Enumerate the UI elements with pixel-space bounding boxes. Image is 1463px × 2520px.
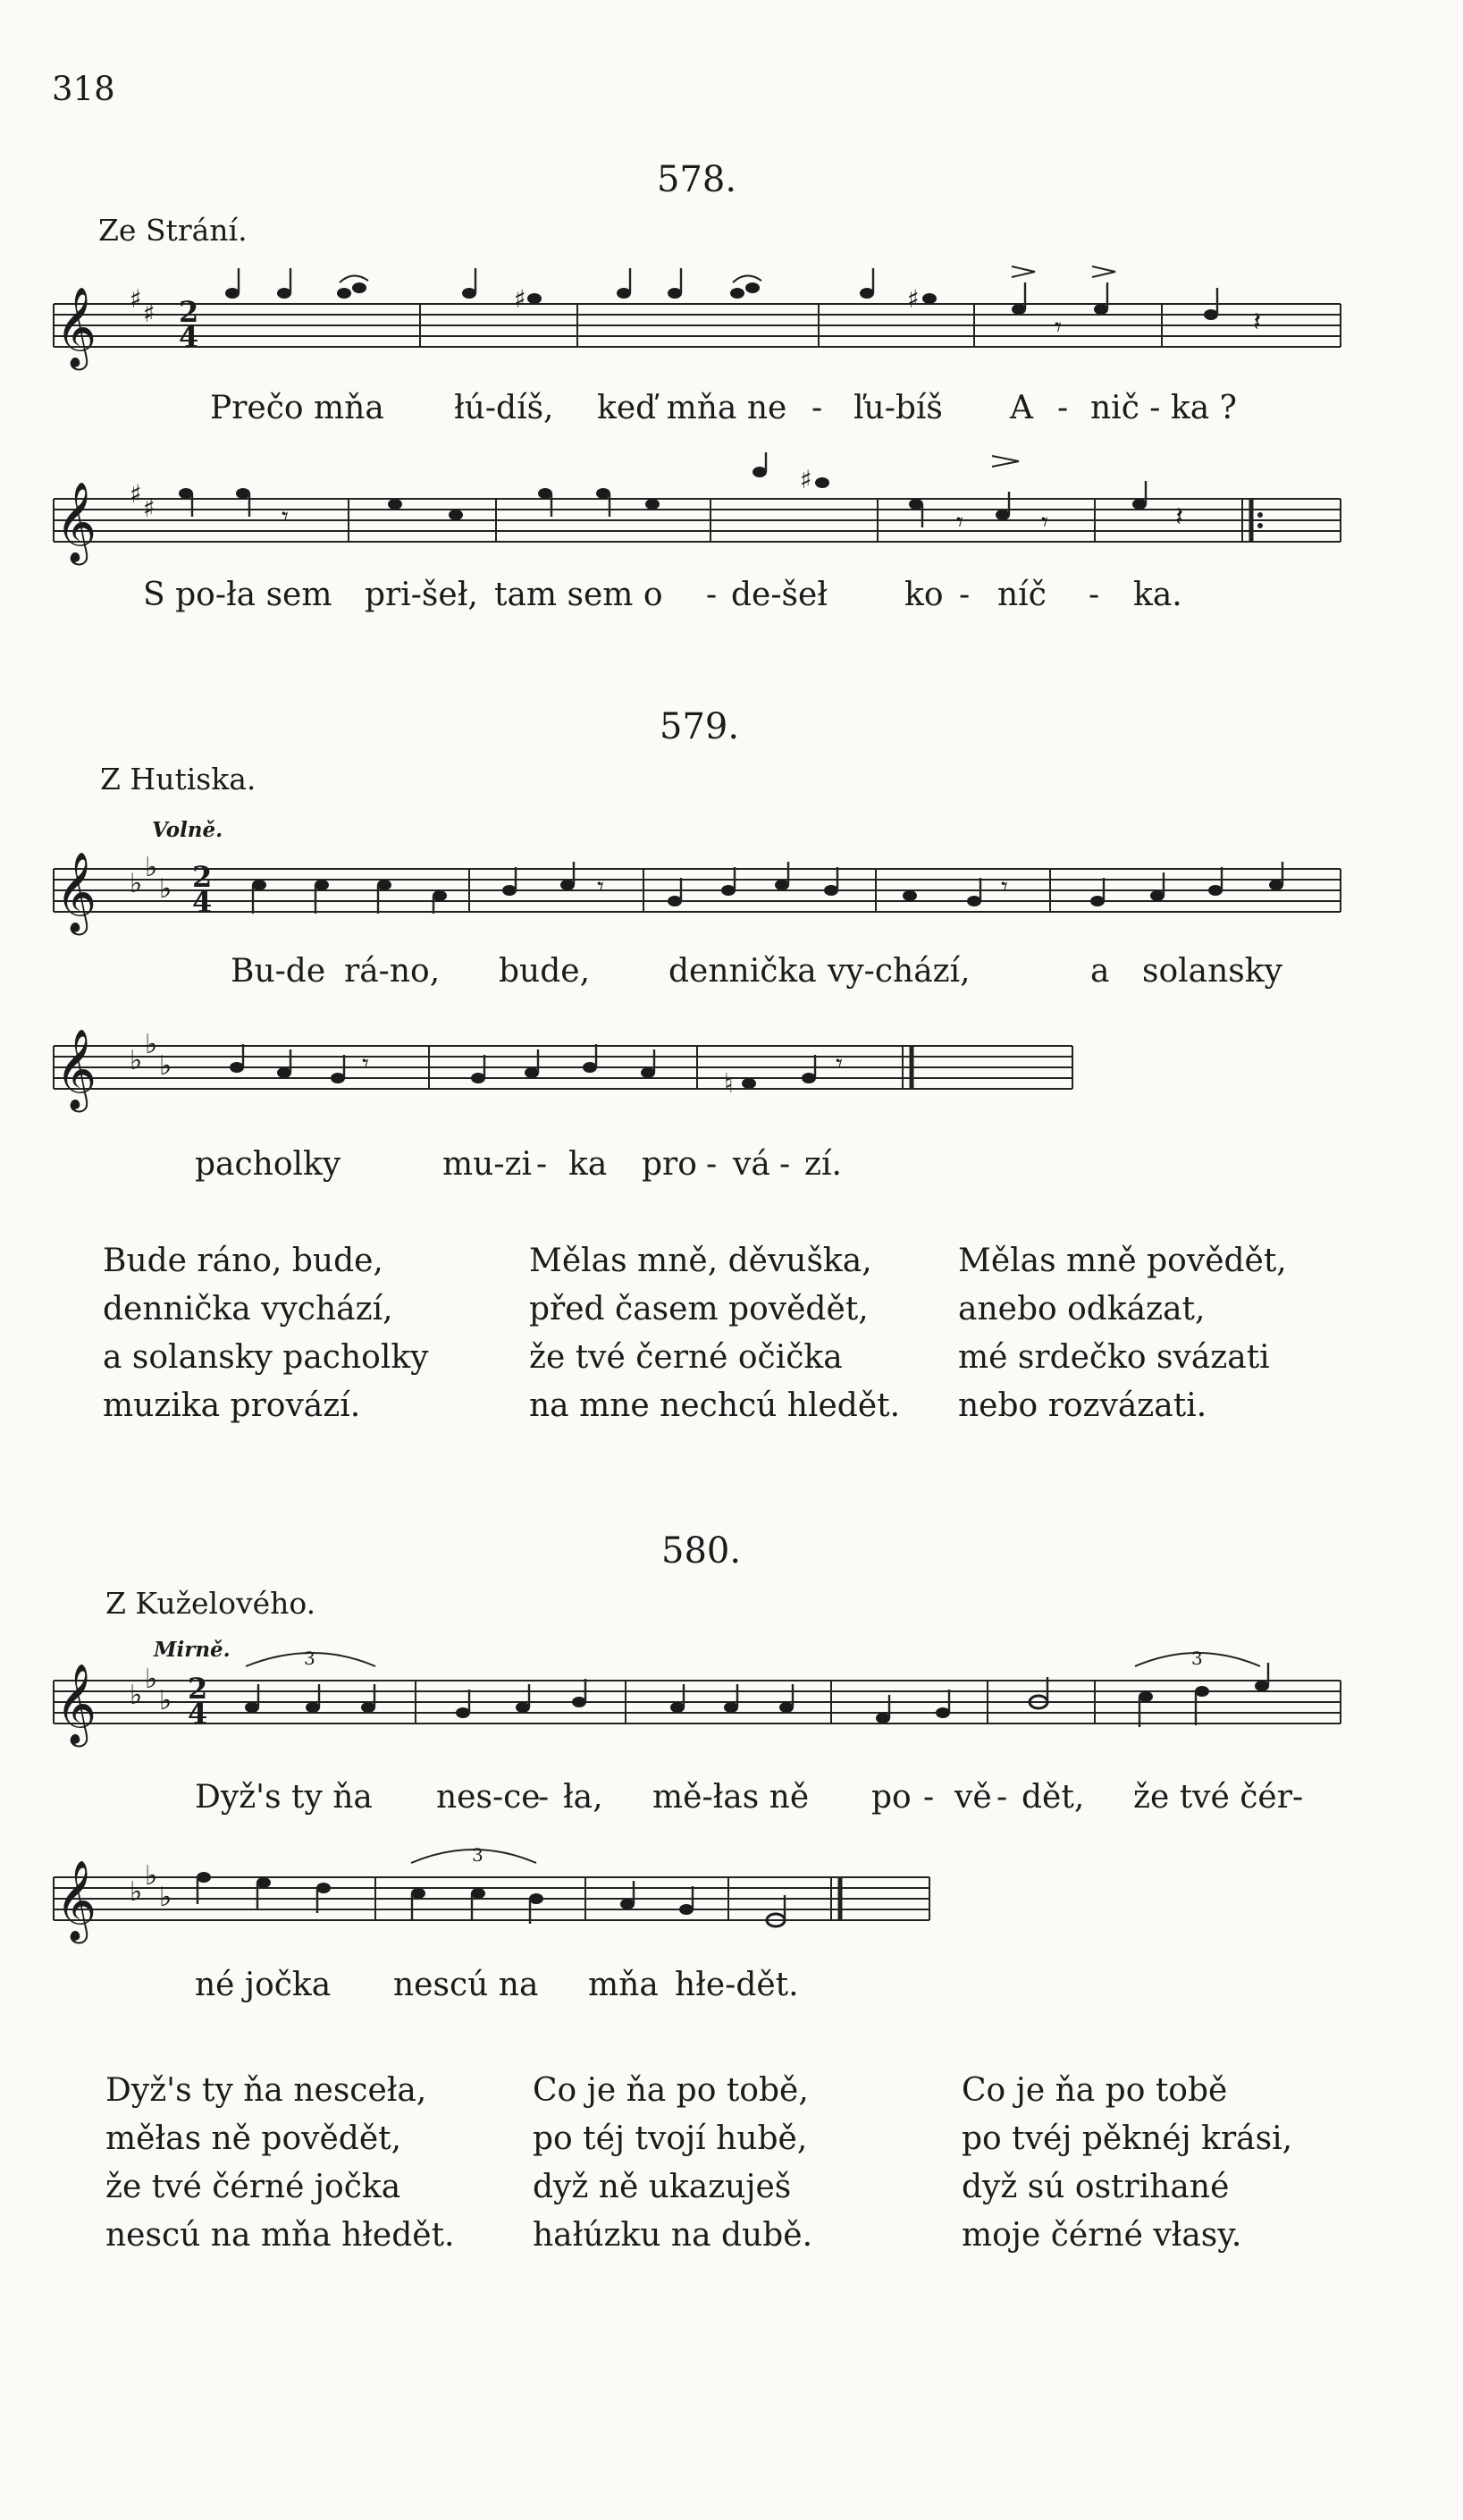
lyric-syllable: nes-ce	[436, 1779, 541, 1816]
svg-text:2: 2	[192, 860, 213, 894]
lyric-syllable: Prečo mňa	[210, 390, 384, 426]
verse-line: dyž sú ostrihané	[962, 2169, 1230, 2205]
music-staff-579-line2	[45, 992, 1081, 1117]
lyric-syllable: S po-ła sem	[143, 577, 332, 613]
lyric-syllable: nescú na	[393, 1967, 539, 2003]
lyric-syllable: -	[536, 1146, 548, 1183]
flat-icon: ♭	[159, 873, 172, 905]
svg-text:𝄾: 𝄾	[836, 1049, 843, 1080]
svg-text:2: 2	[188, 1672, 208, 1706]
svg-text:4: 4	[192, 885, 213, 919]
tempo-marking: Volně.	[152, 818, 223, 842]
verse-line: Co je ňa po tobě	[962, 2072, 1228, 2109]
lyric-syllable: tam sem o	[494, 577, 663, 613]
lyric-syllable: po	[871, 1779, 912, 1816]
lyric-syllable: ka	[568, 1146, 608, 1183]
verse-block	[962, 2067, 1292, 2260]
lyric-syllable: mňa	[588, 1967, 659, 2003]
verse-block	[105, 2067, 455, 2260]
music-staff-580-line2	[45, 1824, 938, 1958]
lyric-syllable: -	[706, 577, 718, 613]
song-number-580: 580.	[661, 1530, 742, 1572]
lyric-syllable: mu-zi	[442, 1146, 532, 1183]
lyric-syllable: níč	[997, 577, 1047, 613]
lyric-syllable: pro	[642, 1146, 697, 1183]
lyric-syllable: łú-díš,	[454, 390, 554, 426]
song-number-578: 578.	[657, 159, 737, 200]
treble-clef-icon: 𝄞	[55, 1664, 97, 1744]
lyric-syllable: -	[923, 1779, 935, 1816]
flat-icon: ♭	[145, 1860, 158, 1892]
flat-icon: ♭	[130, 1876, 143, 1908]
lyric-syllable: keď mňa ne	[597, 390, 787, 426]
song-origin-580: Z Kuželového.	[105, 1586, 316, 1621]
svg-text:♯: ♯	[907, 284, 920, 314]
lyric-syllable: de-šeł	[731, 577, 828, 613]
flat-icon: ♭	[159, 1685, 172, 1716]
verse-line: nebo rozvázati.	[958, 1387, 1207, 1424]
page-number: 318	[52, 70, 115, 108]
svg-text:4: 4	[188, 1697, 208, 1731]
lyric-syllable: že tvé čér-	[1133, 1779, 1304, 1816]
lyric-syllable: -	[706, 1146, 718, 1183]
verse-line: že tvé černé očička	[529, 1339, 843, 1376]
lyric-syllable: -	[779, 1146, 791, 1183]
lyric-syllable: A	[1010, 390, 1033, 426]
lyric-syllable: ľu-bíš	[853, 390, 943, 426]
lyric-syllable: vě	[954, 1779, 992, 1816]
flat-icon: ♭	[145, 852, 158, 883]
lyric-syllable: -	[1057, 390, 1069, 426]
svg-text:𝄾: 𝄾	[1001, 872, 1008, 903]
lyric-syllable: Bu-de	[231, 953, 326, 990]
lyric-syllable: -	[1089, 577, 1100, 613]
svg-text:♯: ♯	[800, 465, 812, 494]
lyric-syllable: bude,	[499, 953, 591, 990]
verse-line: dennička vychází,	[103, 1291, 393, 1327]
song-origin-579: Z Hutiska.	[100, 762, 256, 796]
music-staff-578-line1	[45, 250, 1349, 375]
lyric-syllable: ko	[904, 577, 944, 613]
song-origin-578: Ze Strání.	[98, 213, 248, 248]
svg-text:2: 2	[179, 295, 199, 329]
music-staff-580-line1	[45, 1627, 1349, 1761]
lyric-syllable: mě-łas ně	[652, 1779, 810, 1816]
verse-line: a solansky pacholky	[103, 1339, 429, 1376]
verse-block	[958, 1237, 1287, 1430]
lyric-syllable: vy-chází,	[828, 953, 971, 990]
verse-line: nescú na mňa hłedět.	[105, 2217, 455, 2254]
verse-line: anebo odkázat,	[958, 1291, 1206, 1327]
music-staff-578-line2	[45, 445, 1349, 570]
treble-clef-icon: 𝄞	[55, 1860, 97, 1941]
lyric-syllable: ka.	[1133, 577, 1182, 613]
lyric-syllable: -	[538, 1779, 550, 1816]
sharp-icon: ♯	[130, 284, 142, 314]
lyric-syllable: pri-šeł,	[365, 577, 478, 613]
flat-icon: ♭	[159, 1882, 172, 1913]
lyric-syllable: vá	[733, 1146, 770, 1183]
music-staff-579-line1	[45, 815, 1349, 940]
lyric-syllable: dennička	[668, 953, 817, 990]
svg-text:𝄽: 𝄽	[1253, 307, 1262, 338]
lyric-syllable: Dyž's ty ňa	[195, 1779, 373, 1816]
treble-clef-icon: 𝄞	[55, 1029, 97, 1109]
verse-block	[103, 1237, 428, 1430]
lyric-syllable: dět,	[1022, 1779, 1085, 1816]
svg-text:𝄾: 𝄾	[956, 507, 963, 538]
verse-line: na mne nechcú hledět.	[529, 1387, 901, 1424]
verse-line: měłas ně povědět,	[105, 2120, 402, 2157]
svg-text:♮: ♮	[724, 1068, 734, 1100]
flat-icon: ♭	[159, 1050, 172, 1082]
treble-clef-icon: 𝄞	[55, 287, 97, 367]
lyric-syllable: a	[1090, 953, 1110, 990]
lyric-syllable: -	[811, 390, 823, 426]
lyric-syllable: hłe-dět.	[675, 1967, 799, 2003]
verse-line: Bude ráno, bude,	[103, 1243, 383, 1279]
flat-icon: ♭	[130, 1680, 143, 1711]
verse-line: po téj tvojí hubě,	[533, 2120, 808, 2157]
flat-icon: ♭	[130, 1045, 143, 1076]
verse-line: Dyž's ty ňa nesceła,	[105, 2072, 427, 2109]
svg-text:𝄾: 𝄾	[1041, 507, 1048, 538]
verse-line: Mělas mně, děvuška,	[529, 1243, 872, 1279]
flat-icon: ♭	[145, 1664, 158, 1695]
svg-text:𝄾: 𝄾	[597, 872, 604, 903]
lyric-syllable: né jočka	[195, 1967, 332, 2003]
song-number-579: 579.	[660, 706, 740, 747]
lyric-syllable: -	[996, 1779, 1008, 1816]
svg-text:3: 3	[1191, 1648, 1203, 1669]
sharp-icon: ♯	[143, 299, 156, 328]
flat-icon: ♭	[130, 868, 143, 899]
svg-text:𝄾: 𝄾	[362, 1049, 369, 1080]
treble-clef-icon: 𝄞	[55, 482, 97, 562]
lyric-syllable: pacholky	[195, 1146, 341, 1183]
svg-text:3: 3	[472, 1844, 483, 1866]
svg-text:4: 4	[179, 320, 199, 354]
svg-text:♯: ♯	[514, 284, 526, 314]
verse-line: hałúzku na dubě.	[533, 2217, 813, 2254]
sharp-icon: ♯	[143, 493, 156, 523]
lyric-syllable: solansky	[1142, 953, 1282, 990]
treble-clef-icon: 𝄞	[55, 852, 97, 932]
lyric-syllable: -	[959, 577, 971, 613]
sharp-icon: ♯	[130, 479, 142, 509]
verse-line: před časem povědět,	[529, 1291, 869, 1327]
svg-text:𝄽: 𝄽	[1175, 501, 1184, 533]
verse-block	[533, 2067, 812, 2260]
verse-line: po tvéj pěknéj krási,	[962, 2120, 1293, 2157]
svg-text:𝄾: 𝄾	[1055, 312, 1062, 343]
flat-icon: ♭	[145, 1029, 158, 1060]
lyric-syllable: nič - ka ?	[1090, 390, 1237, 426]
verse-line: muzika provází.	[103, 1387, 361, 1424]
lyric-syllable: ła,	[563, 1779, 603, 1816]
verse-line: moje čérné vłasy.	[962, 2217, 1242, 2254]
verse-block	[529, 1237, 900, 1430]
verse-line: mé srdečko svázati	[958, 1339, 1270, 1376]
tempo-marking: Mirně.	[154, 1638, 231, 1662]
verse-line: že tvé čérné jočka	[105, 2169, 401, 2205]
lyric-syllable: zí.	[804, 1146, 842, 1183]
lyric-syllable: rá-no,	[344, 953, 441, 990]
verse-line: dyž ně ukazuješ	[533, 2169, 792, 2205]
svg-text:𝄾: 𝄾	[282, 501, 289, 533]
verse-line: Co je ňa po tobě,	[533, 2072, 809, 2109]
verse-line: Mělas mně povědět,	[958, 1243, 1287, 1279]
svg-text:3: 3	[304, 1648, 315, 1669]
